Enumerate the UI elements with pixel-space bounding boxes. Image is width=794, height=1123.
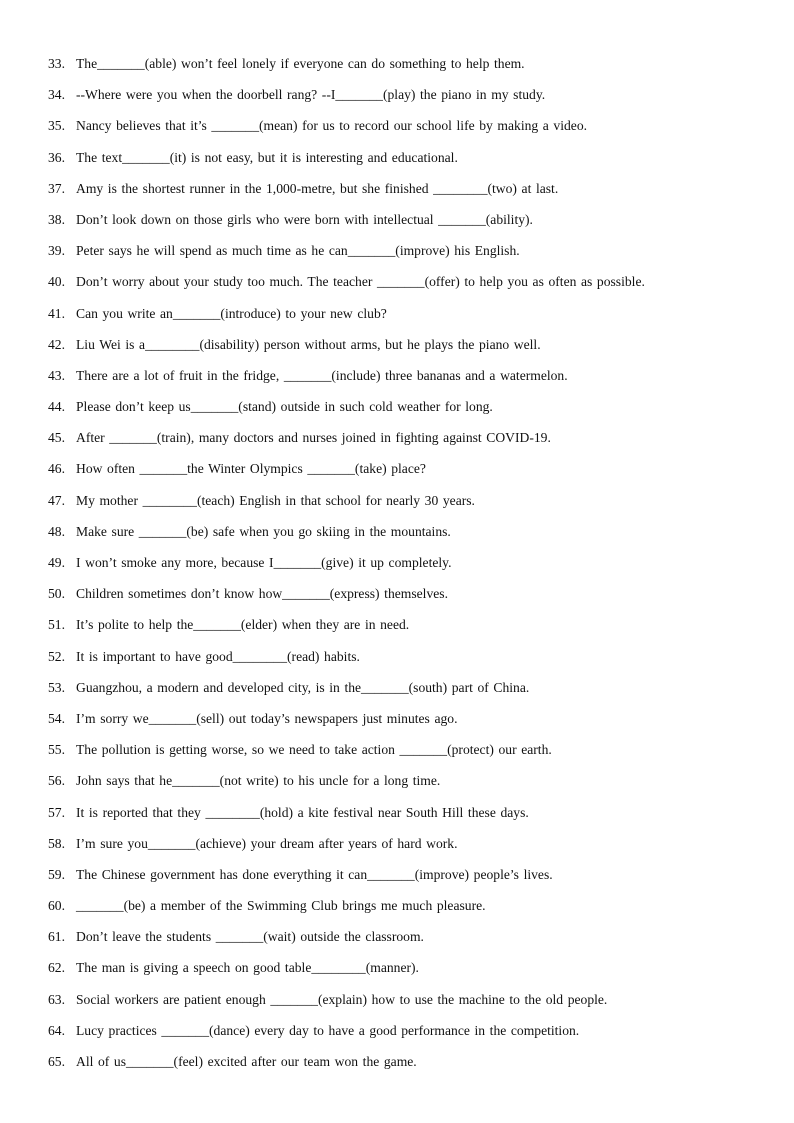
question-number: 40.: [48, 274, 65, 290]
question-item: [48, 304, 768, 335]
question-item: [48, 116, 768, 147]
question-number: 57.: [48, 804, 65, 820]
question-number: 33.: [48, 56, 65, 71]
question-number: 65.: [48, 1054, 65, 1069]
question-text: Don’t worry about your study too much. The teacher _______(offer) to help you as often as possible.: [76, 274, 645, 290]
question-number: 38.: [48, 211, 65, 227]
question-number: 62.: [48, 960, 65, 976]
question-number: 37.: [48, 180, 65, 196]
question-text: Please don’t keep us_______(stand) outside in such cold weather for long.: [76, 399, 493, 415]
question-text: The_______(able) won’t feel lonely if everyone can do something to help them.: [76, 56, 525, 71]
question-number: 55.: [48, 742, 65, 758]
question-text: There are a lot of fruit in the fridge, _______(include) three bananas and a watermelon.: [76, 367, 568, 383]
question-text: It’s polite to help the_______(elder) when they are in need.: [76, 617, 410, 633]
question-text: My mother ________(teach) English in that school for nearly 30 years.: [76, 492, 475, 508]
question-number: 46.: [48, 461, 65, 477]
question-item: [48, 1021, 768, 1052]
question-item: [48, 927, 768, 958]
question-text: The pollution is getting worse, so we need to take action _______(protect) our earth.: [76, 742, 552, 758]
question-item: [48, 459, 768, 490]
question-item: [48, 210, 768, 241]
question-item: [48, 584, 768, 615]
question-item: [48, 366, 768, 397]
question-item: [48, 272, 768, 303]
question-number: 47.: [48, 492, 65, 508]
question-number: 54.: [48, 710, 65, 726]
question-number: 36.: [48, 149, 65, 165]
question-item: [48, 522, 768, 553]
question-number: 42.: [48, 336, 65, 352]
question-item: [48, 990, 768, 1021]
question-item: [48, 148, 768, 179]
question-text: Lucy practices _______(dance) every day to have a good performance in the competition.: [76, 1022, 580, 1038]
question-item: [48, 771, 768, 802]
question-number: 48.: [48, 523, 65, 539]
question-number: 64.: [48, 1022, 65, 1038]
question-text: _______(be) a member of the Swimming Club brings me much pleasure.: [76, 898, 486, 914]
question-number: 45.: [48, 430, 65, 446]
question-number: 39.: [48, 243, 65, 259]
question-number: 49.: [48, 555, 65, 570]
question-item: [48, 85, 768, 116]
question-text: After _______(train), many doctors and nurses joined in fighting against COVID-19.: [76, 430, 551, 446]
question-item: [48, 428, 768, 459]
question-text: Make sure _______(be) safe when you go skiing in the mountains.: [76, 523, 451, 539]
question-text: Guangzhou, a modern and developed city, is in the_______(south) part of China.: [76, 679, 530, 695]
question-number: 59.: [48, 866, 65, 882]
question-text: I’m sorry we_______(sell) out today’s newspapers just minutes ago.: [76, 710, 458, 726]
question-item: [48, 803, 768, 834]
question-item: [48, 678, 768, 709]
question-number: 34.: [48, 87, 65, 103]
question-item: [48, 896, 768, 927]
question-item: [48, 553, 768, 584]
question-text: All of us_______(feel) excited after our team won the game.: [76, 1054, 417, 1069]
question-text: The text_______(it) is not easy, but it is interesting and educational.: [76, 149, 458, 165]
question-item: [48, 335, 768, 366]
question-number: 41.: [48, 305, 65, 321]
question-item: [48, 865, 768, 896]
question-text: The man is giving a speech on good table________(manner).: [76, 960, 419, 976]
question-text: Liu Wei is a________(disability) person without arms, but he plays the piano well.: [76, 336, 541, 352]
question-text: Amy is the shortest runner in the 1,000-metre, but she finished ________(two) at last.: [76, 180, 559, 196]
question-text: Don’t leave the students _______(wait) outside the classroom.: [76, 929, 424, 945]
question-number: 35.: [48, 118, 65, 134]
question-item: [48, 1052, 768, 1083]
question-item: [48, 709, 768, 740]
question-item: [48, 958, 768, 989]
question-list: [48, 54, 768, 1083]
question-number: 50.: [48, 586, 65, 602]
question-text: Children sometimes don’t know how_______(express) themselves.: [76, 586, 448, 602]
question-text: Peter says he will spend as much time as he can_______(improve) his English.: [76, 243, 520, 259]
question-text: How often _______the Winter Olympics _______(take) place?: [76, 461, 426, 477]
question-item: [48, 179, 768, 210]
question-text: It is important to have good________(read) habits.: [76, 648, 360, 664]
question-number: 61.: [48, 929, 65, 945]
question-text: The Chinese government has done everything it can_______(improve) people’s lives.: [76, 866, 553, 882]
question-number: 52.: [48, 648, 65, 664]
question-number: 58.: [48, 835, 65, 851]
question-text: John says that he_______(not write) to his uncle for a long time.: [76, 773, 441, 789]
question-number: 51.: [48, 617, 65, 633]
question-number: 63.: [48, 991, 65, 1007]
question-number: 60.: [48, 898, 65, 914]
question-number: 56.: [48, 773, 65, 789]
question-text: Social workers are patient enough _______(explain) how to use the machine to the old people.: [76, 991, 608, 1007]
question-text: I won’t smoke any more, because I_______(give) it up completely.: [76, 555, 452, 570]
question-item: [48, 740, 768, 771]
question-item: [48, 54, 768, 85]
question-text: It is reported that they ________(hold) a kite festival near South Hill these days.: [76, 804, 529, 820]
question-item: [48, 834, 768, 865]
question-number: 44.: [48, 399, 65, 415]
question-item: [48, 615, 768, 646]
question-text: --Where were you when the doorbell rang? --I_______(play) the piano in my study.: [76, 87, 546, 103]
question-number: 43.: [48, 367, 65, 383]
question-item: [48, 397, 768, 428]
question-text: Nancy believes that it’s _______(mean) for us to record our school life by making a video.: [76, 118, 588, 134]
question-item: [48, 647, 768, 678]
question-text: Can you write an_______(introduce) to your new club?: [76, 305, 387, 321]
question-item: [48, 241, 768, 272]
question-text: Don’t look down on those girls who were born with intellectual _______(ability).: [76, 211, 533, 227]
question-number: 53.: [48, 679, 65, 695]
question-text: I’m sure you_______(achieve) your dream after years of hard work.: [76, 835, 458, 851]
question-item: [48, 491, 768, 522]
